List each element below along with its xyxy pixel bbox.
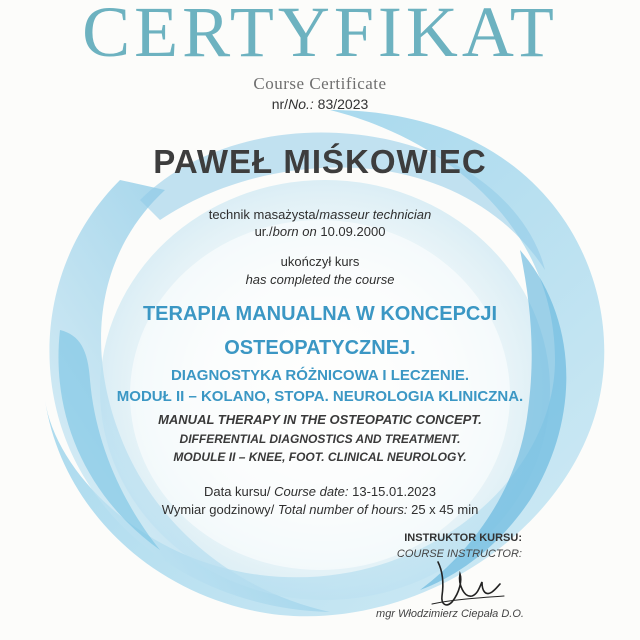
course-title-en-line2: DIFFERENTIAL DIAGNOSTICS AND TREATMENT. bbox=[179, 432, 461, 446]
role-en: masseur technician bbox=[319, 207, 432, 222]
course-title-en-line3: MODULE II – KNEE, FOOT. CLINICAL NEUROLOGY. bbox=[173, 450, 467, 464]
number-label-pl: nr/ bbox=[271, 96, 289, 112]
born-en: born on bbox=[272, 224, 317, 239]
number-value: 83/2023 bbox=[317, 96, 369, 112]
date-label-pl: Data kursu/ bbox=[203, 484, 275, 499]
course-title-pl-line4: MODUŁ II – KOLANO, STOPA. NEUROLOGIA KLINICZNA. bbox=[116, 388, 524, 405]
recipient-birth bbox=[0, 224, 640, 239]
course-title-pl-line2: OSTEOPATYCZNEJ. bbox=[224, 337, 416, 359]
course-hours bbox=[0, 502, 640, 517]
completion-pl: ukończył kurs bbox=[280, 254, 360, 269]
recipient-name: PAWEŁ MIŚKOWIEC bbox=[153, 143, 487, 180]
number-label-en: No.: bbox=[288, 96, 314, 112]
recipient-role bbox=[0, 207, 640, 222]
date-label-en: Course date: bbox=[274, 484, 349, 499]
hours-label-en: Total number of hours: bbox=[277, 502, 408, 517]
born-pl: ur./ bbox=[254, 224, 273, 239]
course-title-pl-line3: DIAGNOSTYKA RÓŻNICOWA I LECZENIE. bbox=[170, 367, 470, 384]
course-title-en-line1: MANUAL THERAPY IN THE OSTEOPATIC CONCEPT. bbox=[158, 412, 482, 427]
date-value: 13-15.01.2023 bbox=[352, 484, 436, 499]
role-pl: technik masażysta/ bbox=[208, 207, 320, 222]
instructor-signature bbox=[420, 552, 510, 612]
certificate-subtitle: Course Certificate bbox=[253, 74, 387, 93]
instructor-name: mgr Włodzimierz Ciepała D.O. bbox=[376, 608, 524, 620]
instructor-label-en: COURSE INSTRUCTOR: bbox=[396, 548, 522, 560]
course-date bbox=[0, 484, 640, 499]
course-title-pl-line1: TERAPIA MANUALNA W KONCEPCJI bbox=[142, 303, 498, 325]
certificate-title: CERTYFIKAT bbox=[82, 0, 558, 72]
certificate-number bbox=[0, 96, 640, 112]
hours-value: 25 x 45 min bbox=[411, 502, 479, 517]
instructor-label-pl: INSTRUKTOR KURSU: bbox=[404, 532, 522, 544]
completion-en: has completed the course bbox=[245, 272, 395, 287]
born-date: 10.09.2000 bbox=[320, 224, 386, 239]
hours-label-pl: Wymiar godzinowy/ bbox=[161, 502, 278, 517]
